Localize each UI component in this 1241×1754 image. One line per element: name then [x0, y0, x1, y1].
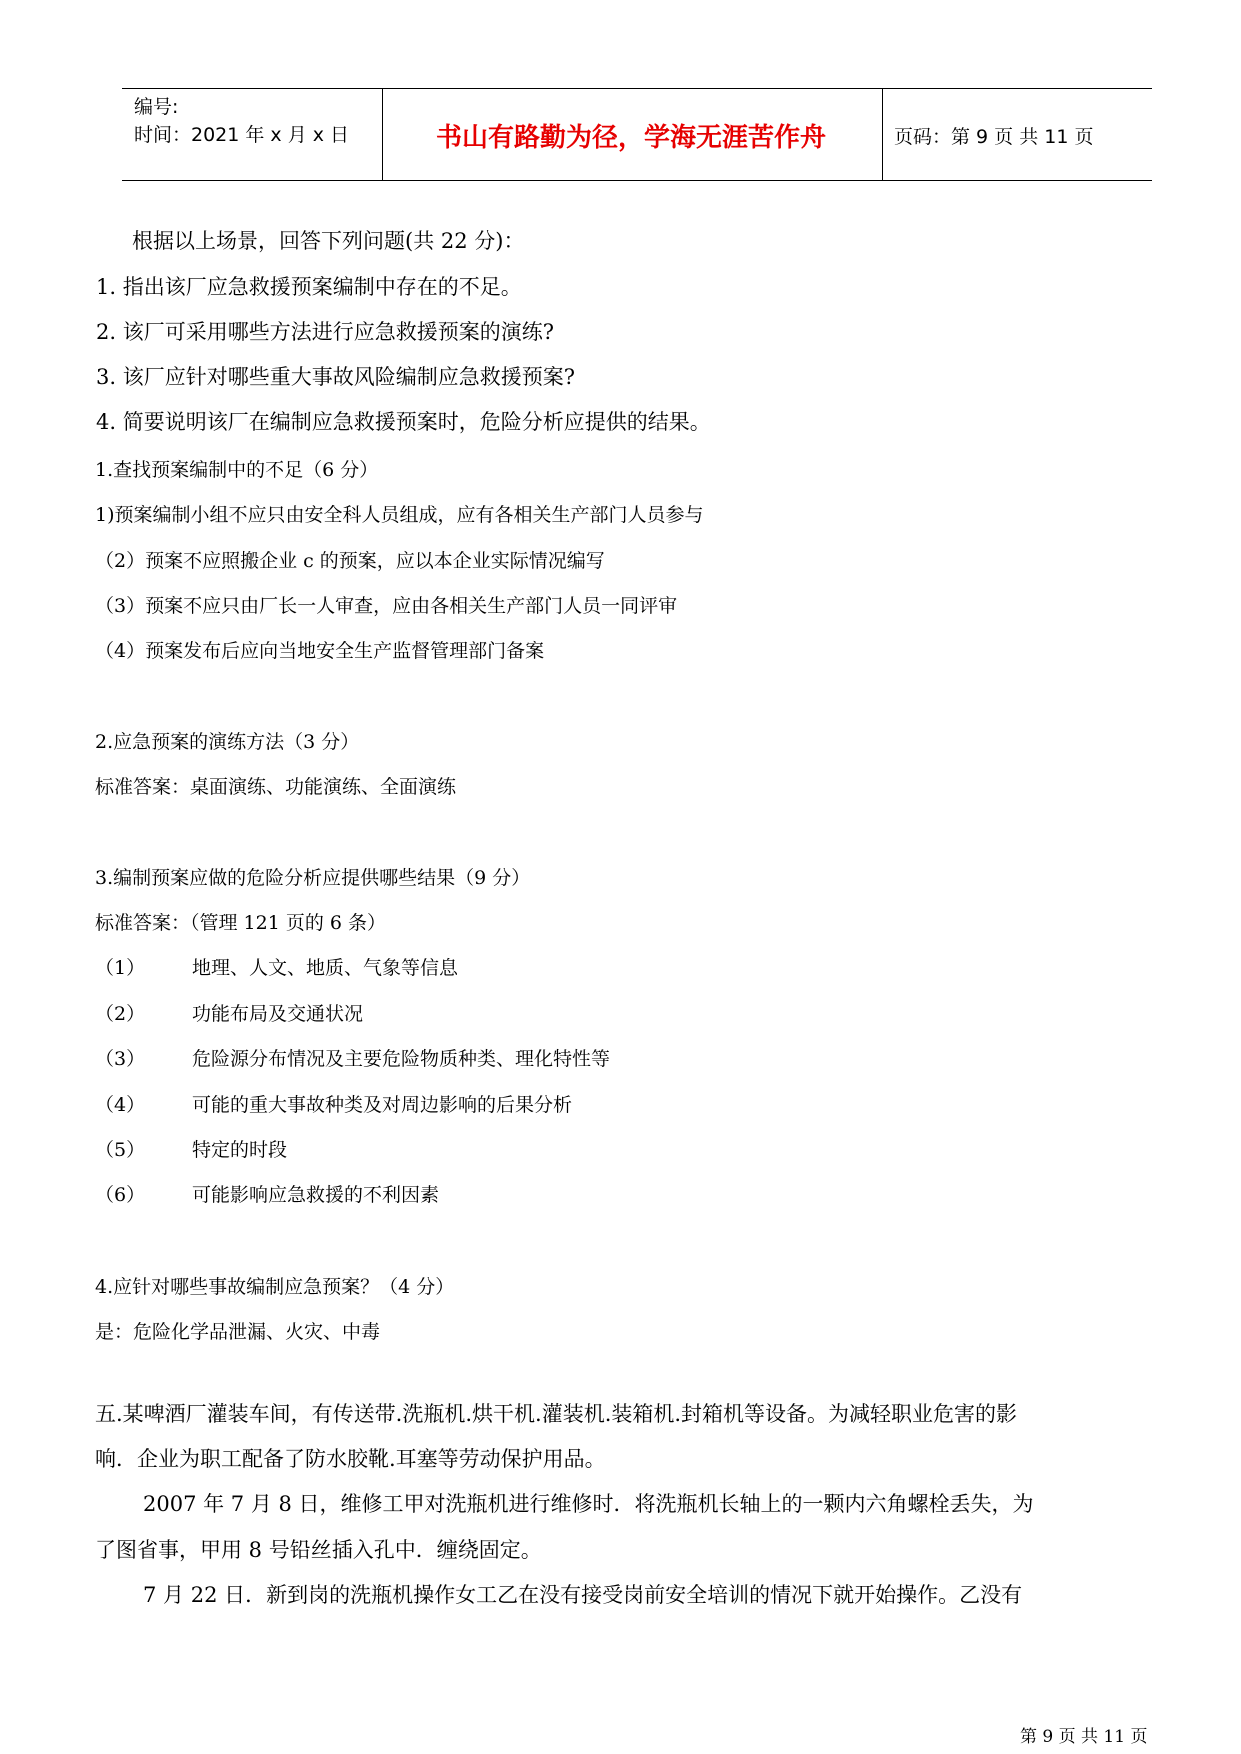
section-5-paragraph: 2007 年 7 月 8 日，维修工甲对洗瓶机进行维修时．将洗瓶机长轴上的一颗内六角螺栓丢失，为: [143, 1492, 1034, 1516]
item-number: （5）: [95, 1139, 146, 1161]
item-text: 地理、人文、地质、气象等信息: [192, 957, 459, 979]
item-number: （3）: [95, 1048, 146, 1070]
header-info: [134, 93, 349, 149]
header-motto: 书山有路勤为径，学海无涯苦作舟: [435, 123, 826, 153]
answer-2-text: 标准答案：桌面演练、功能演练、全面演练: [95, 776, 457, 798]
item-text: 功能布局及交通状况: [192, 1003, 364, 1025]
answer-3-item: [95, 955, 458, 981]
intro-text: 根据以上场景，回答下列问题(共 22 分)：: [132, 229, 525, 253]
time-label: 时间：2021 年 x 月 x 日: [134, 124, 350, 146]
item-number: （2）: [95, 1003, 146, 1025]
section-5-paragraph: 7 月 22 日．新到岗的洗瓶机操作女工乙在没有接受岗前安全培训的情况下就开始操作。乙没有: [143, 1583, 1023, 1607]
header-page-number: 页码：第 9 页 共 11 页: [894, 126, 1094, 148]
item-number: （6）: [95, 1184, 146, 1206]
id-label: 编号:: [134, 96, 179, 118]
page-footer: 第 9 页 共 11 页: [1020, 1727, 1148, 1747]
answer-3-item: [95, 1001, 363, 1027]
answer-1-item: （2）预案不应照搬企业 c 的预案，应以本企业实际情况编写: [95, 550, 605, 572]
item-number: （1）: [95, 957, 146, 979]
answer-4-title: 4.应针对哪些事故编制应急预案？（4 分）: [95, 1276, 455, 1298]
item-number: （4）: [95, 1094, 146, 1116]
question-3: 3. 该厂应针对哪些重大事故风险编制应急救援预案?: [96, 365, 575, 389]
answer-3-item: [95, 1092, 572, 1118]
item-text: 危险源分布情况及主要危险物质种类、理化特性等: [192, 1048, 611, 1070]
answer-2-title: 2.应急预案的演练方法（3 分）: [95, 731, 360, 753]
question-1: 1. 指出该厂应急救援预案编制中存在的不足。: [96, 275, 522, 299]
section-5-paragraph: 了图省事，甲用 8 号铅丝插入孔中．缠绕固定。: [95, 1538, 542, 1562]
section-5-paragraph: 响．企业为职工配备了防水胶靴.耳塞等劳动保护用品。: [95, 1447, 606, 1471]
page-header: [122, 88, 1152, 181]
header-divider: [882, 89, 883, 180]
answer-4-text: 是：危险化学品泄漏、火灾、中毒: [95, 1321, 381, 1343]
answer-3-item: [95, 1046, 610, 1072]
header-divider: [382, 89, 383, 180]
question-4: 4. 简要说明该厂在编制应急救援预案时，危险分析应提供的结果。: [96, 410, 711, 434]
item-text: 可能的重大事故种类及对周边影响的后果分析: [192, 1094, 573, 1116]
answer-3-item: [95, 1137, 287, 1163]
answer-1-title: 1.查找预案编制中的不足（6 分）: [95, 459, 379, 481]
answer-1-item: （4）预案发布后应向当地安全生产监督管理部门备案: [95, 640, 545, 662]
item-text: 特定的时段: [192, 1139, 288, 1161]
section-5-paragraph: 五.某啤酒厂灌装车间，有传送带.洗瓶机.烘干机.灌装机.装箱机.封箱机等设备。为减轻职业危害的影: [95, 1402, 1018, 1426]
answer-1-item: 1)预案编制小组不应只由安全科人员组成，应有各相关生产部门人员参与: [95, 504, 704, 526]
answer-3-text: 标准答案：（管理 121 页的 6 条）: [95, 912, 387, 934]
answer-3-title: 3.编制预案应做的危险分析应提供哪些结果（9 分）: [95, 867, 531, 889]
answer-1-item: （3）预案不应只由厂长一人审查，应由各相关生产部门人员一同评审: [95, 595, 678, 617]
question-2: 2. 该厂可采用哪些方法进行应急救援预案的演练?: [96, 320, 554, 344]
answer-3-item: [95, 1182, 439, 1208]
item-text: 可能影响应急救援的不利因素: [192, 1184, 440, 1206]
